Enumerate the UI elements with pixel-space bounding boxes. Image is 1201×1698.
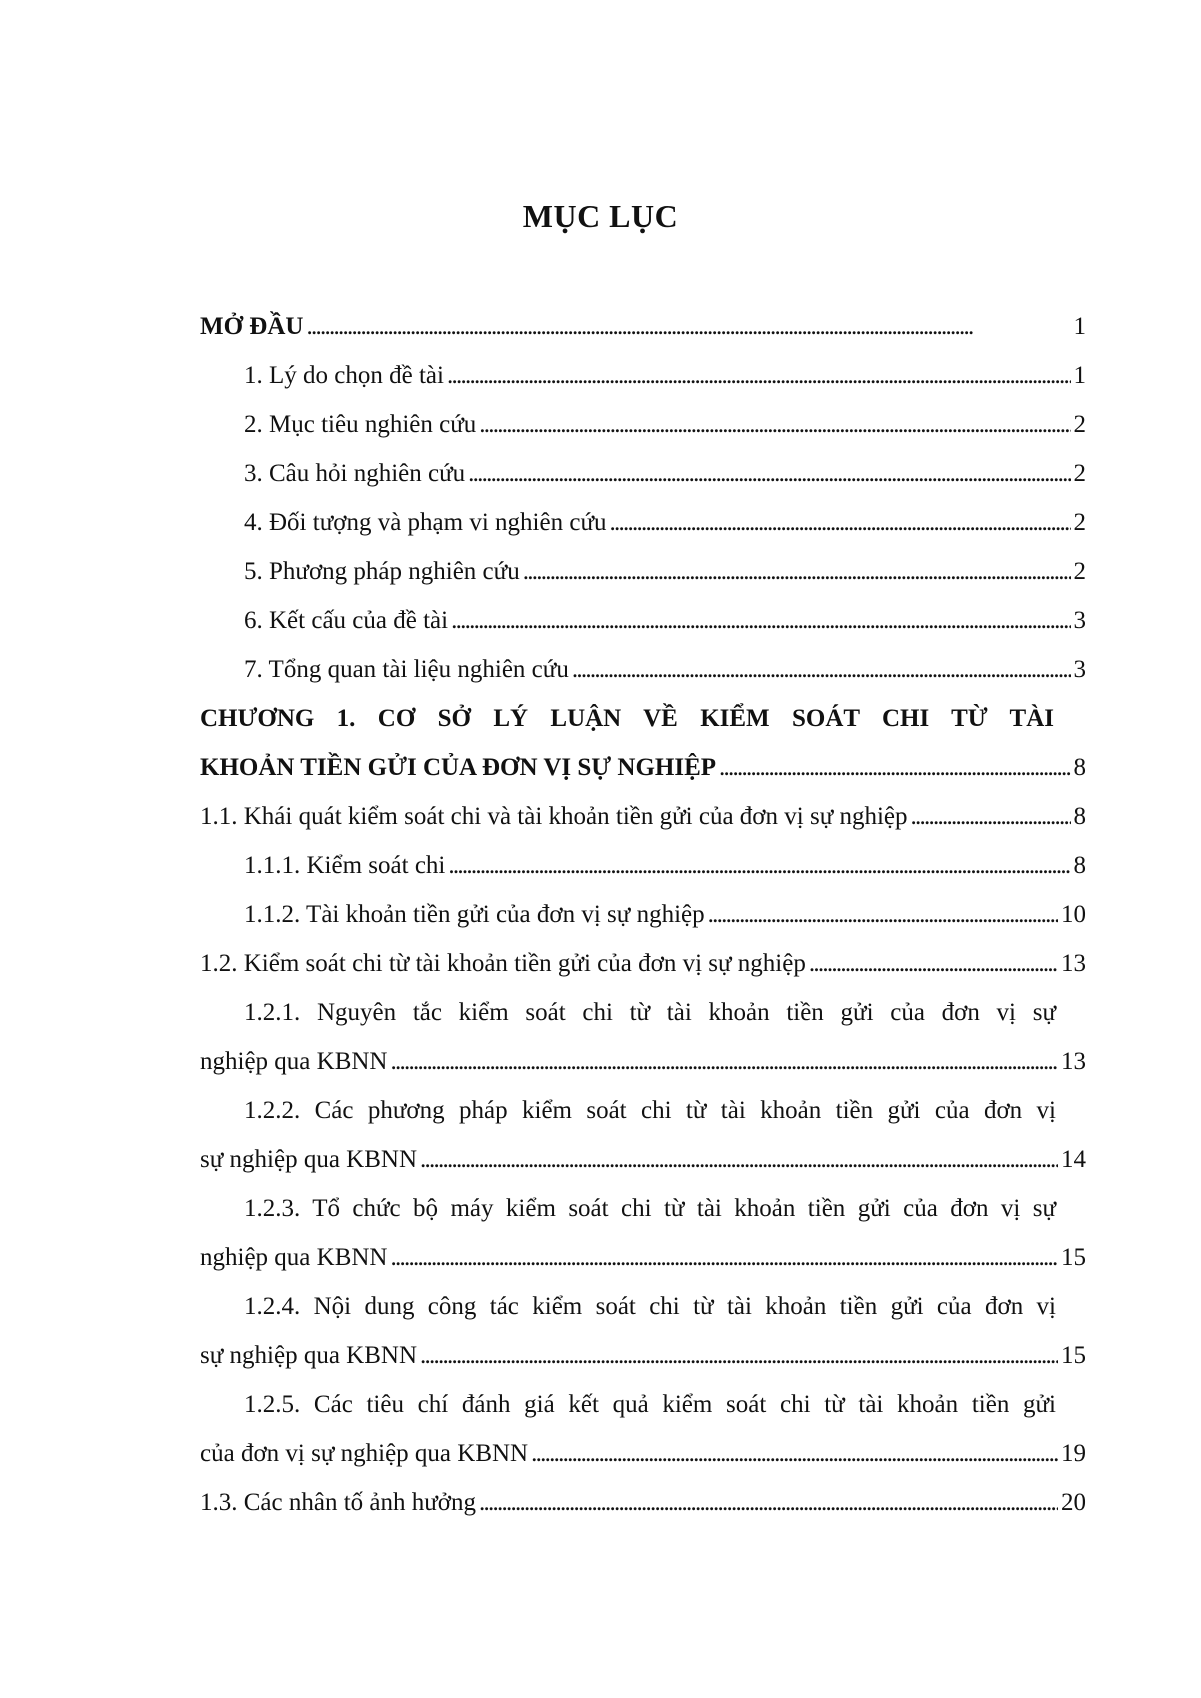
toc-page-number: 3	[1073, 607, 1086, 634]
toc-entry-label: sự nghiệp qua KBNN	[200, 1146, 418, 1173]
toc-page-number: 14	[1061, 1146, 1086, 1173]
toc-entry-label: sự nghiệp qua KBNN	[200, 1342, 418, 1369]
toc-entry-1-2[interactable]	[200, 939, 1086, 988]
toc-entry-label: 1.2. Kiểm soát chi từ tài khoản tiền gửi của đơn vị sự nghiệp	[200, 950, 806, 977]
toc-entry-1-2-1-line1[interactable]: 1.2.1. Nguyên tắc kiểm soát chi từ tài khoản tiền gửi của đơn vị sự	[244, 999, 1056, 1026]
toc-entry-label: 1.1.2. Tài khoản tiền gửi của đơn vị sự nghiệp	[244, 901, 705, 928]
toc-entry-1-3[interactable]	[200, 1478, 1086, 1527]
toc-page-number: 15	[1061, 1342, 1086, 1369]
toc-entry-1-2-4-line2[interactable]	[200, 1331, 1086, 1380]
toc-page-number: 19	[1061, 1440, 1086, 1467]
toc-entry-label: nghiệp qua KBNN	[200, 1244, 388, 1271]
toc-entry-label: 1. Lý do chọn đề tài	[244, 362, 444, 389]
toc-entry-label: nghiệp qua KBNN	[200, 1048, 388, 1075]
toc-entry-label: 1.3. Các nhân tố ảnh hưởng	[200, 1489, 477, 1516]
dot-leader	[531, 1429, 1058, 1478]
toc-entry-1-1-2[interactable]	[200, 890, 1086, 939]
toc-page-number: 8	[1073, 852, 1086, 879]
toc-entry-label: KHOẢN TIỀN GỬI CỦA ĐƠN VỊ SỰ NGHIỆP	[200, 754, 717, 781]
toc-page-number: 8	[1073, 754, 1086, 781]
dot-leader	[719, 743, 1070, 792]
dot-leader	[390, 1233, 1058, 1282]
toc-page-number: 15	[1061, 1244, 1086, 1271]
toc-entry-label: 3. Câu hỏi nghiên cứu	[244, 460, 466, 487]
toc-page-number: 1	[1073, 313, 1086, 340]
toc-entry-1-2-2-line1[interactable]: 1.2.2. Các phương pháp kiểm soát chi từ tài khoản tiền gửi của đơn vị	[244, 1097, 1056, 1124]
toc-entry-2[interactable]	[200, 400, 1086, 449]
toc-chapter-1-line1[interactable]: CHƯƠNG 1. CƠ SỞ LÝ LUẬN VỀ KIỂM SOÁT CHI TỪ TÀI	[200, 705, 1054, 732]
toc-entry-1-2-2-line2[interactable]	[200, 1135, 1086, 1184]
page-title: MỤC LỤC	[522, 198, 679, 234]
toc-page-number: 13	[1061, 1048, 1086, 1075]
dot-leader	[390, 1037, 1058, 1086]
toc-entry-1-2-5-line2[interactable]	[200, 1429, 1086, 1478]
toc-page-number: 20	[1061, 1489, 1086, 1516]
dot-leader	[306, 302, 1070, 351]
toc-page-number: 8	[1073, 803, 1086, 830]
toc-entry-mo-dau[interactable]	[200, 302, 1086, 351]
toc-page-number: 2	[1073, 411, 1086, 438]
toc-page-number: 2	[1073, 460, 1086, 487]
toc-entry-label: 4. Đối tượng và phạm vi nghiên cứu	[244, 509, 607, 536]
toc-entry-label: 7. Tổng quan tài liệu nghiên cứu	[244, 656, 569, 683]
dot-leader	[809, 939, 1058, 988]
toc-entry-7[interactable]	[200, 645, 1086, 694]
dot-leader	[523, 547, 1071, 596]
dot-leader	[911, 792, 1071, 841]
toc-entry-1-1-1[interactable]	[200, 841, 1086, 890]
dot-leader	[447, 351, 1071, 400]
toc-entry-label: MỞ ĐẦU	[200, 313, 304, 340]
toc-entry-1[interactable]	[200, 351, 1086, 400]
toc-entry-label: 1.1.1. Kiểm soát chi	[244, 852, 446, 879]
toc-entry-4[interactable]	[200, 498, 1086, 547]
toc-entry-1-2-1-line2[interactable]	[200, 1037, 1086, 1086]
dot-leader	[610, 498, 1071, 547]
toc-entry-label: 5. Phương pháp nghiên cứu	[244, 558, 520, 585]
dot-leader	[451, 596, 1070, 645]
toc-page-number: 13	[1061, 950, 1086, 977]
toc-entry-1-1[interactable]	[200, 792, 1086, 841]
toc-entry-6[interactable]	[200, 596, 1086, 645]
toc-entry-1-2-3-line1[interactable]: 1.2.3. Tổ chức bộ máy kiểm soát chi từ tài khoản tiền gửi của đơn vị sự	[244, 1195, 1056, 1222]
toc-entry-1-2-3-line2[interactable]	[200, 1233, 1086, 1282]
toc-entry-label: của đơn vị sự nghiệp qua KBNN	[200, 1440, 529, 1467]
toc-entry-3[interactable]	[200, 449, 1086, 498]
dot-leader	[448, 841, 1070, 890]
toc-page-number: 2	[1073, 558, 1086, 585]
dot-leader	[420, 1331, 1058, 1380]
toc-entry-5[interactable]	[200, 547, 1086, 596]
toc-entry-label: 1.1. Khái quát kiểm soát chi và tài khoản tiền gửi của đơn vị sự nghiệp	[200, 803, 908, 830]
toc-entry-label: 2. Mục tiêu nghiên cứu	[244, 411, 477, 438]
dot-leader	[479, 400, 1070, 449]
toc-chapter-1-line2[interactable]	[200, 743, 1086, 792]
toc-page-number: 1	[1073, 362, 1086, 389]
toc-page-number: 10	[1061, 901, 1086, 928]
table-of-contents	[200, 302, 1086, 1527]
dot-leader	[572, 645, 1071, 694]
dot-leader	[468, 449, 1070, 498]
dot-leader	[479, 1478, 1058, 1527]
toc-page-number: 3	[1073, 656, 1086, 683]
toc-page-number: 2	[1073, 509, 1086, 536]
toc-entry-1-2-5-line1[interactable]: 1.2.5. Các tiêu chí đánh giá kết quả kiểm soát chi từ tài khoản tiền gửi	[244, 1391, 1056, 1418]
dot-leader	[420, 1135, 1058, 1184]
toc-entry-label: 6. Kết cấu của đề tài	[244, 607, 449, 634]
dot-leader	[708, 890, 1058, 939]
toc-entry-1-2-4-line1[interactable]: 1.2.4. Nội dung công tác kiểm soát chi từ tài khoản tiền gửi của đơn vị	[244, 1293, 1056, 1320]
